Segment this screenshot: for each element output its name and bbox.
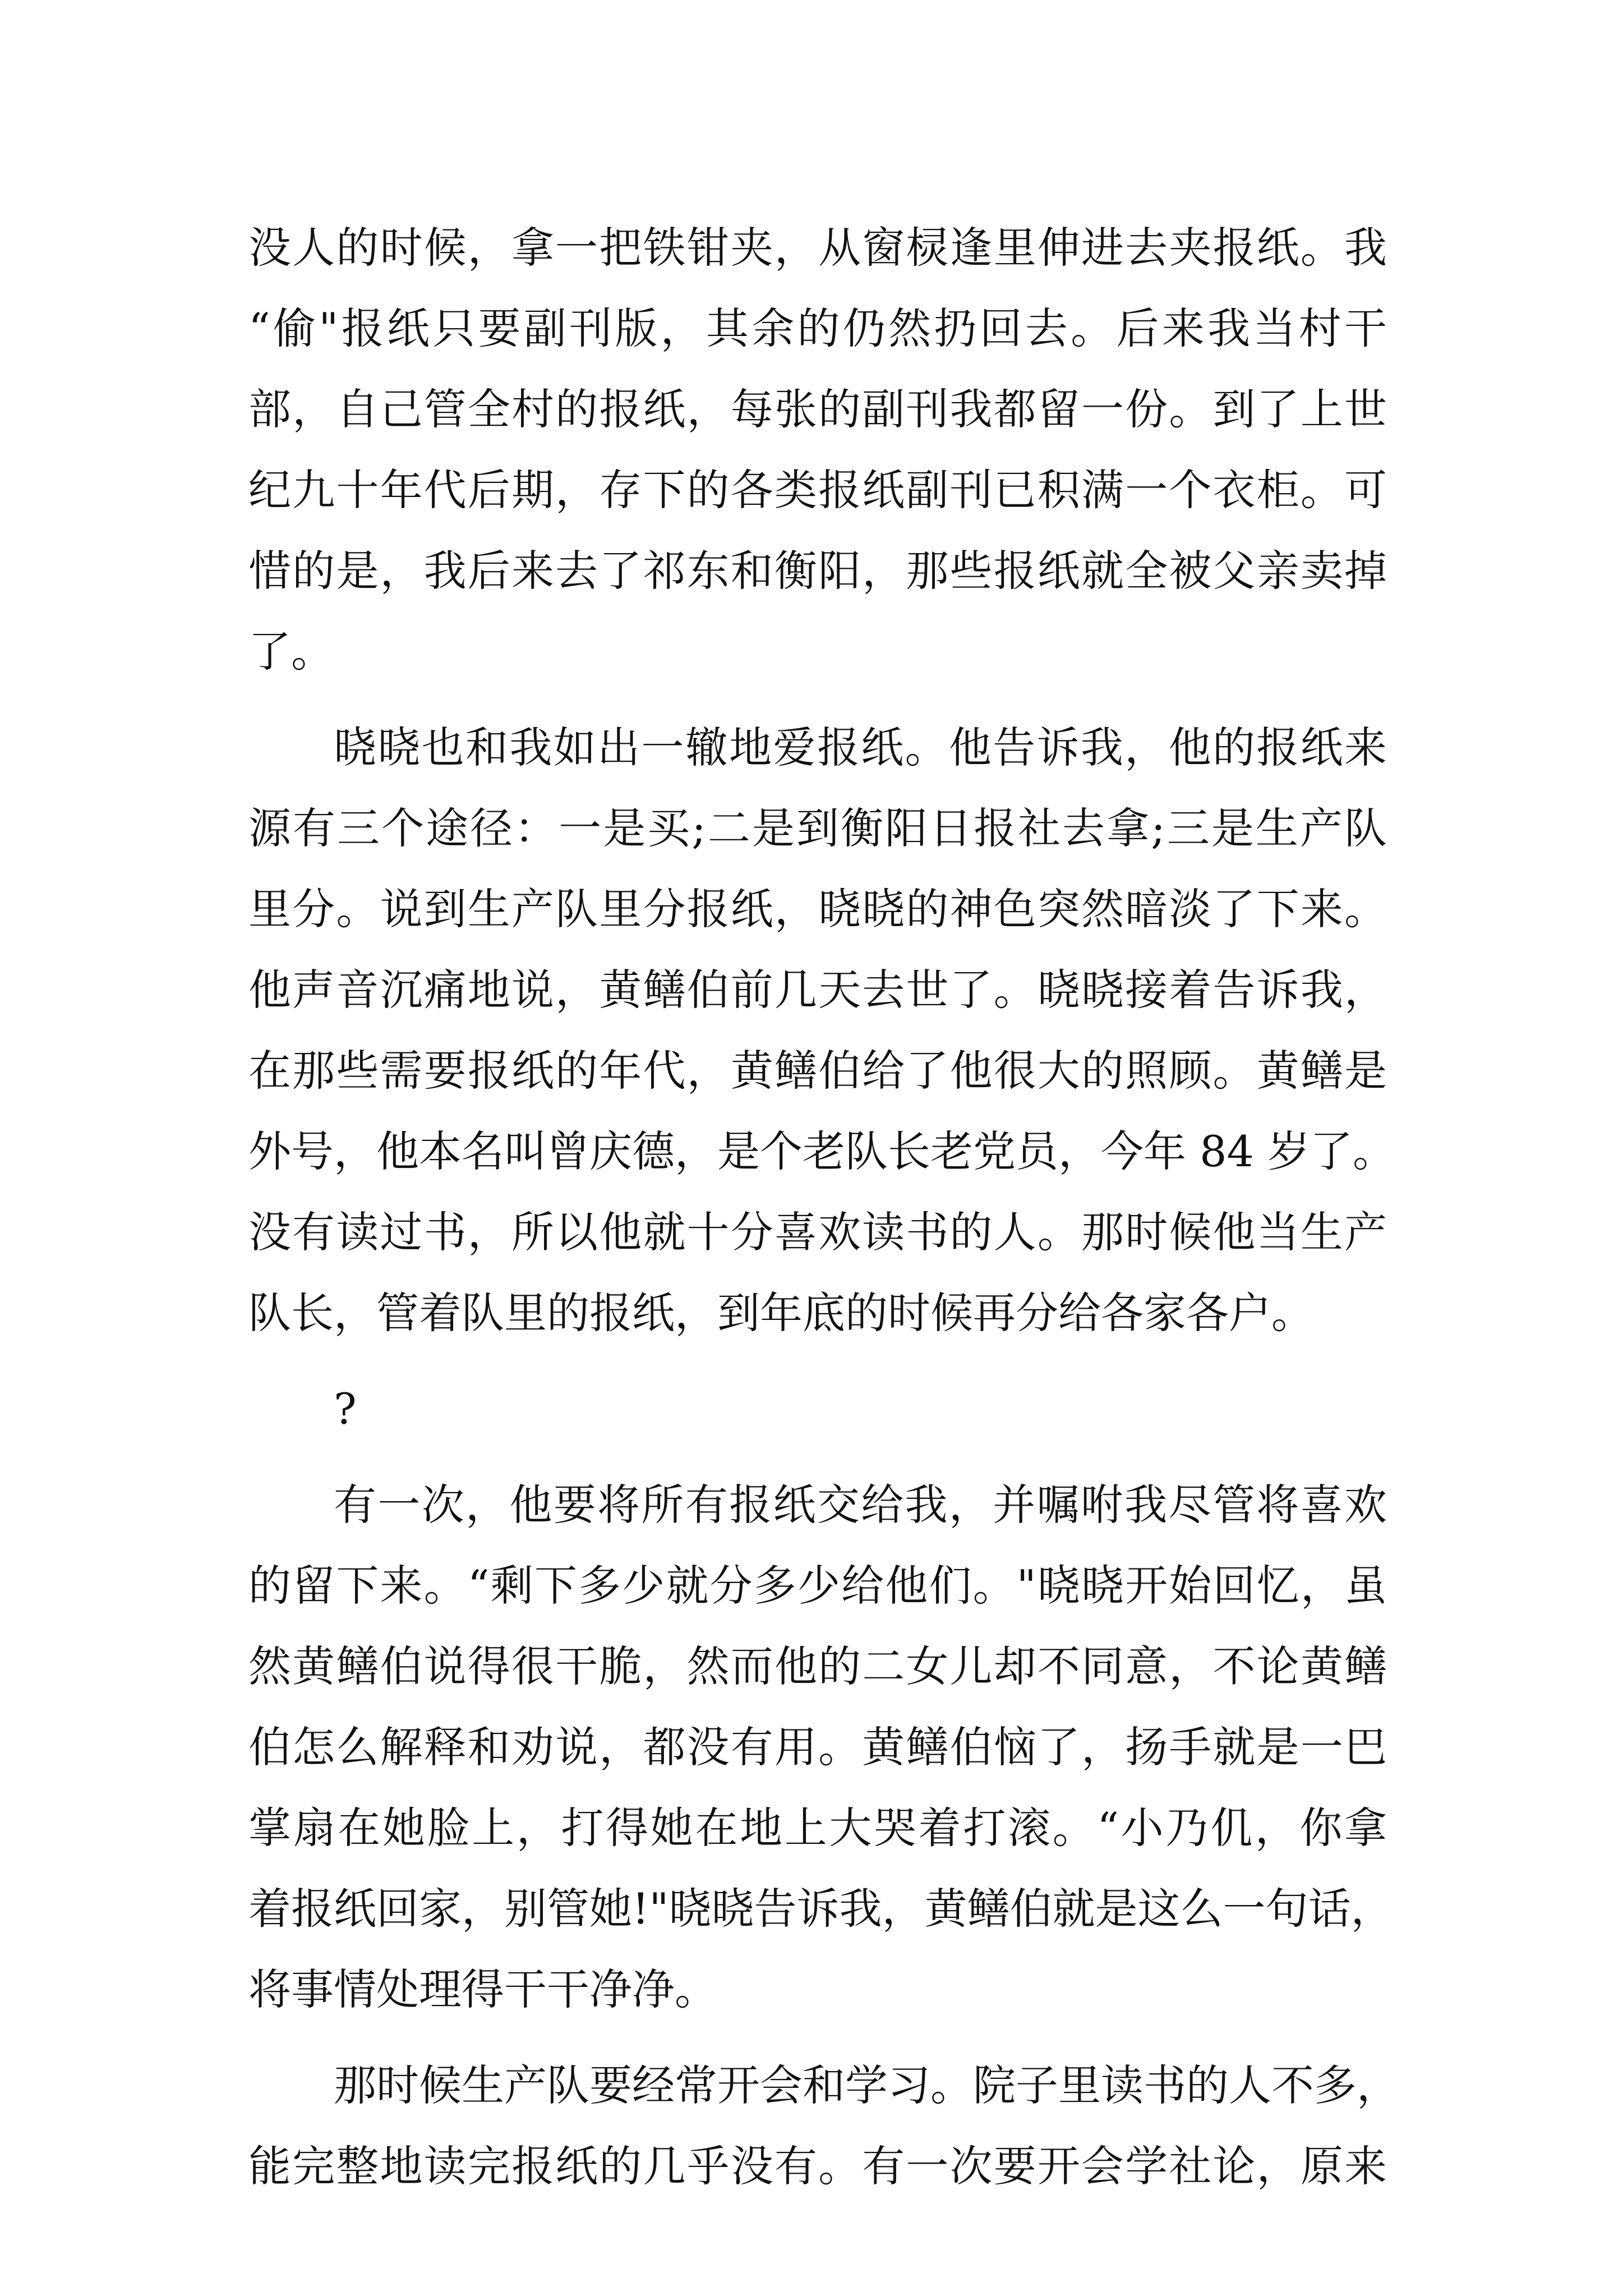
text-line: ? [334,1384,357,1434]
paragraph-gap [248,2030,1387,2045]
paragraph-4 [248,1465,1394,2030]
text-line: 部，自己管全村的报纸，每张的副刊我都留一份。到了上世 [248,384,1387,434]
text-line: 纪九十年代后期，存下的各类报纸副刊已积满一个衣柜。可 [248,465,1387,515]
text-line: 的留下来。“剩下多少就分多少给他们。"晓晓开始回忆，虽 [248,1561,1387,1611]
text-line: 那时候生产队要经常开会和学习。院子里读书的人不多， [334,2060,1399,2110]
text-line: 里分。说到生产队里分报纸，晓晓的神色突然暗淡了下来。 [248,884,1387,934]
text-line: 在那些需要报纸的年代，黄鳝伯给了他很大的照顾。黄鳝是 [248,1046,1387,1096]
text-line: 掌扇在她脸上，打得她在地上大哭着打滚。“小乃仉，你拿 [248,1803,1387,1853]
document-body [248,208,1399,2207]
text-line: 队长，管着队里的报纸，到年底的时候再分给各家各户。 [248,1288,1314,1338]
text-line: 没人的时候，拿一把铁钳夹，从窗棂逢里伸进去夹报纸。我 [248,223,1387,273]
text-line: 没有读过书，所以他就十分喜欢读书的人。那时候他当生产 [248,1207,1387,1257]
paragraph-gap [248,1450,1387,1465]
text-line: 伯怎么解释和劝说，都没有用。黄鳝伯恼了，扬手就是一巴 [248,1722,1387,1772]
text-line: 将事情处理得干干净净。 [248,1964,717,2014]
text-line: 外号，他本名叫曾庆德，是个老队长老党员，今年 84 岁了。 [248,1126,1396,1176]
text-line: 有一次，他要将所有报纸交给我，并嘱咐我尽管将喜欢 [334,1480,1387,1530]
paragraph-2 [248,707,1396,1354]
text-line: 然黄鳝伯说得很干脆，然而他的二女儿却不同意，不论黄鳝 [248,1641,1387,1691]
paragraph-3 [248,1369,1387,1450]
text-line: 他声音沉痛地说，黄鳝伯前几天去世了。晓晓接着告诉我， [248,965,1387,1015]
text-line: 着报纸回家，别管她!"晓晓告诉我，黄鳝伯就是这么一句话， [248,1884,1394,1934]
paragraph-1 [248,208,1387,692]
paragraph-5 [248,2045,1399,2207]
text-line: 了。 [248,627,334,677]
text-line: 源有三个途径：一是买;二是到衡阳日报社去拿;三是生产队 [248,803,1387,853]
text-line: 能完整地读完报纸的几乎没有。有一次要开会学社论，原来 [248,2141,1387,2191]
text-line: 晓晓也和我如出一辙地爱报纸。他告诉我，他的报纸来 [334,723,1387,772]
paragraph-gap [248,1354,1387,1369]
text-line: “偷"报纸只要副刊版，其余的仍然扔回去。后来我当村干 [248,303,1387,353]
text-line: 惜的是，我后来去了祁东和衡阳，那些报纸就全被父亲卖掉 [248,546,1387,596]
paragraph-gap [248,692,1387,707]
